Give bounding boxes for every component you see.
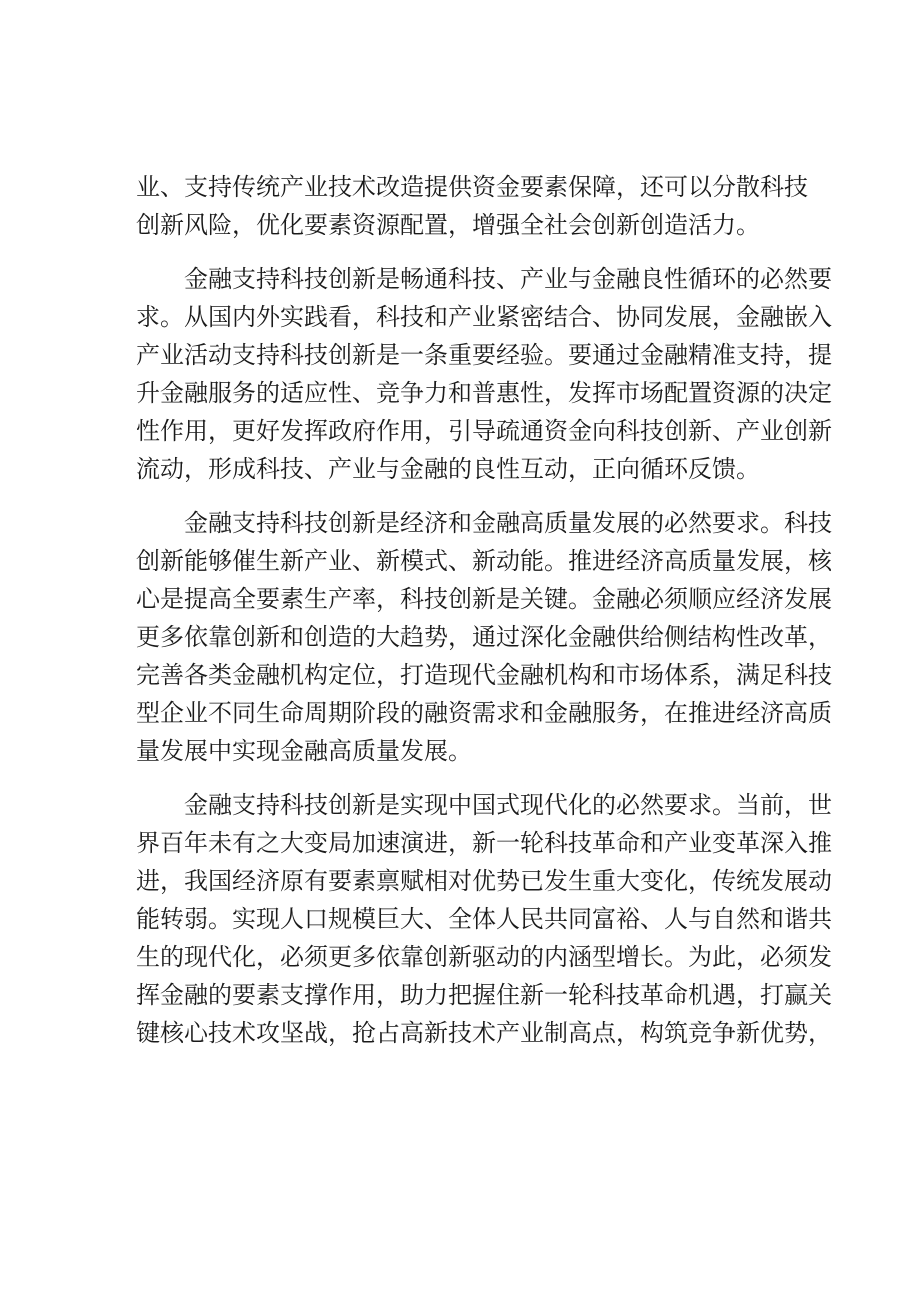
- text-line: 完善各类金融机构定位，打造现代金融机构和市场体系，满足科技: [136, 661, 832, 689]
- text-line: 量发展中实现金融高质量发展。: [136, 737, 472, 765]
- text-line: 产业活动支持科技创新是一条重要经验。要通过金融精准支持，提: [136, 341, 832, 369]
- paragraph-1: [136, 168, 808, 244]
- text-line: 界百年未有之大变局加速演进，新一轮科技革命和产业变革深入推: [136, 829, 832, 857]
- text-line: 创新能够催生新产业、新模式、新动能。推进经济高质量发展，核: [136, 547, 832, 575]
- text-line: 心是提高全要素生产率，科技创新是关键。金融必须顺应经济发展: [136, 585, 832, 613]
- text-line: 流动，形成科技、产业与金融的良性互动，正向循环反馈。: [136, 455, 760, 483]
- text-line: 求。从国内外实践看，科技和产业紧密结合、协同发展，金融嵌入: [136, 303, 832, 331]
- document-body: [136, 168, 832, 1068]
- text-line: 进，我国经济原有要素禀赋相对优势已发生重大变化，传统发展动: [136, 867, 832, 895]
- text-line: 型企业不同生命周期阶段的融资需求和金融服务，在推进经济高质: [136, 699, 832, 727]
- text-line: 创新风险，优化要素资源配置，增强全社会创新创造活力。: [136, 211, 760, 239]
- text-line: 更多依靠创新和创造的大趋势，通过深化金融供给侧结构性改革，: [136, 623, 832, 651]
- text-line: 性作用，更好发挥政府作用，引导疏通资金向科技创新、产业创新: [136, 417, 832, 445]
- text-line: 金融支持科技创新是畅通科技、产业与金融良性循环的必然要: [136, 265, 832, 293]
- text-line: 键核心技术攻坚战，抢占高新技术产业制高点，构筑竞争新优势，: [136, 1019, 832, 1047]
- text-line: 业、支持传统产业技术改造提供资金要素保障，还可以分散科技: [136, 173, 808, 201]
- text-line: 能转弱。实现人口规模巨大、全体人民共同富裕、人与自然和谐共: [136, 905, 832, 933]
- text-line: 升金融服务的适应性、竞争力和普惠性，发挥市场配置资源的决定: [136, 379, 832, 407]
- text-line: 生的现代化，必须更多依靠创新驱动的内涵型增长。为此，必须发: [136, 943, 832, 971]
- paragraph-3: [136, 504, 832, 770]
- text-line: 金融支持科技创新是经济和金融高质量发展的必然要求。科技: [136, 509, 832, 537]
- paragraph-4: [136, 786, 832, 1052]
- paragraph-2: [136, 260, 832, 488]
- text-line: 挥金融的要素支撑作用，助力把握住新一轮科技革命机遇，打赢关: [136, 981, 832, 1009]
- text-line: 金融支持科技创新是实现中国式现代化的必然要求。当前，世: [136, 791, 832, 819]
